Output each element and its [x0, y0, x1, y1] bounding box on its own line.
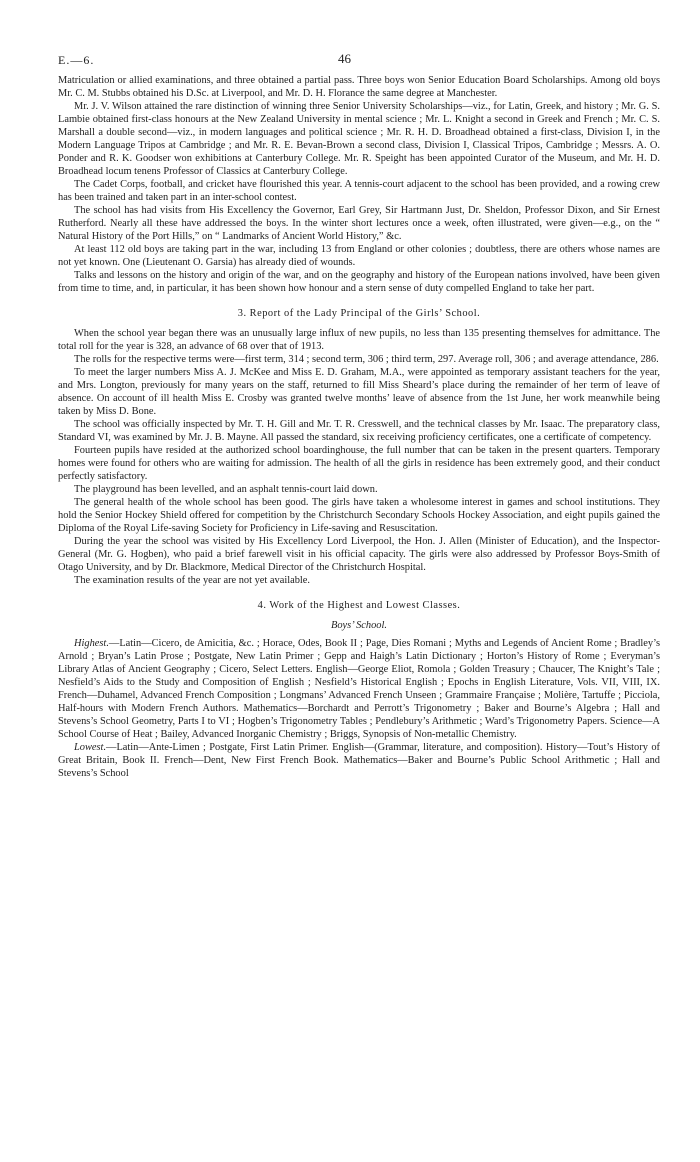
paragraph: The Cadet Corps, football, and cricket have flourished this year. A tennis-court adjacent to the school has been provided, and a rowing crew has been trained and taken part in an inter-school contest.	[58, 179, 660, 203]
page-header	[58, 52, 660, 74]
paragraph: Talks and lessons on the history and origin of the war, and on the geography and history of the European nations involved, have been given from time to time, and, in particular, it has been shown how honour and a stern sense of duty compelled England to take her part.	[58, 270, 660, 294]
paragraph: During the year the school was visited by His Excellency Lord Liverpool, the Hon. J. Allen (Minister of Education), and the Inspector-General (Mr. G. Hogben), who paid a brief farewell visit in his official capacity. The girls were also addressed by Professor Boys-Smith of Otago University, and by Dr. Blackmore, Medical Director of the Christchurch Hospital.	[58, 536, 660, 573]
section-heading-girls-school-report: 3. Report of the Lady Principal of the Girls’ School.	[237, 308, 481, 319]
paragraph: The school has had visits from His Excellency the Governor, Earl Grey, Sir Hartmann Just, Dr. Sheldon, Professor Dixon, and Sir Ernest Rutherford. Nearly all these have addressed the boys. In the winter short lectures once a week, often illustrated, were given—e.g., on the “ Natural History of the Port Hills,” on “ Landmarks of Ancient World History,” &c.	[58, 205, 660, 242]
document-reference: E.—6.	[58, 53, 95, 67]
subheading-boys-school: Boys’ School.	[331, 620, 387, 631]
paragraph: Fourteen pupils have resided at the authorized school boardinghouse, the full number that can be taken in the present quarters. Temporary homes were found for others who are waiting for admission. The health of all the girls in residence has been extremely good, and their conduct perfectly satisfactory.	[58, 445, 660, 482]
lowest-label: Lowest.	[74, 742, 107, 753]
paragraph-lowest-class	[58, 741, 660, 780]
highest-label: Highest.	[74, 638, 109, 649]
page-number: 46	[338, 51, 351, 66]
paragraph: The playground has been levelled, and an asphalt tennis-court laid down.	[74, 484, 378, 495]
paragraph: The rolls for the respective terms were—first term, 314 ; second term, 306 ; third term, 297. Average roll, 306 ; and average attendance, 286.	[74, 354, 659, 365]
paragraph: The general health of the whole school has been good. The girls have taken a wholesome interest in games and school institutions. They hold the Senior Hockey Shield offered for competition by the Christchurch Secondary Schools Hockey Association, and eight pupils gained the Diploma of the Royal Life-saving Society for Proficiency in Life-saving and Resuscitation.	[58, 497, 660, 534]
paragraph: At least 112 old boys are taking part in the war, including 13 from England or other colonies ; doubtless, there are others whose names are not yet known. One (Lieutenant O. Garsia) has already died of wounds.	[58, 244, 660, 268]
paragraph: The school was officially inspected by Mr. T. H. Gill and Mr. T. R. Cresswell, and the technical classes by Mr. Isaac. The preparatory class, Standard VI, was examined by Mr. J. B. Mayne. All passed the standard, six receiving proficiency certificates, one a certificate of competency.	[58, 419, 660, 443]
document-page	[58, 52, 660, 780]
paragraph: To meet the larger numbers Miss A. J. McKee and Miss E. D. Graham, M.A., were appointed as temporary assistant teachers for the year, and Mrs. Longton, previously for many years on the staff, returned to fill Miss Sheard’s place during the remainder of her term of leave of absence. On account of ill health Miss E. Crosby was granted twelve months’ leave of absence from the 1st June, her work meanwhile being taken by Miss D. Bone.	[58, 367, 660, 417]
paragraph-highest-class	[58, 637, 660, 741]
paragraph: When the school year began there was an unusually large influx of new pupils, no less than 135 presenting themselves for admittance. The total roll for the year is 328, an advance of 68 over that of 1913.	[58, 328, 660, 352]
paragraph: Mr. J. V. Wilson attained the rare distinction of winning three Senior University Scholarships—viz., for Latin, Greek, and history ; Mr. G. S. Lambie obtained first-class honours at the New Zealand University in mental science ; Mr. L. Knight a second in Greek and French ; Mr. C. S. Marshall a double second—viz., in modern languages and political science ; Mr. R. H. D. Broadhead obtained a first-class, Division I, in the Modern Language Tripos at Cambridge ; and Mr. R. E. Bevan-Brown a second class, Division I, Classical Tripos, Cambridge ; Messrs. A. O. Ponder and R. K. Goodser won exhibitions at Canterbury College. Mr. R. Speight has been appointed Curator of the Museum, and Mr. H. D. Broadhead locum tenens Professor of Classics at Canterbury College.	[58, 101, 660, 177]
paragraph: The examination results of the year are not yet available.	[74, 575, 311, 586]
section-heading-class-work: 4. Work of the Highest and Lowest Classes.	[257, 600, 461, 611]
highest-text: —Latin—Cicero, de Amicitia, &c. ; Horace, Odes, Book II ; Page, Dies Romani ; Myths and Legends of Ancient Rome ; Bradley’s Arnold ; Bryan’s Latin Prose ; Postgate, New Latin Primer ; Gepp and Haigh’s Latin Dictionary ; Horton’s History of Rome ; Everyman’s Library Atlas of Ancient Geography ; Cicero, Select Letters. English—George Eliot, Romola ; Golden Treasury ; Chaucer, The Knight’s Tale ; Nesfield’s Aids to the Study and Composition of English ; Nesfield’s Historical English ; Epochs in English Literature, Vols. VII, VIII, IX. French—Duhamel, Advanced French Composition ; Longmans’ Advanced French Unseen ; Grammaire Française ; Molière, Tartuffe ; Picciola, Half-hours with Modern French Authors. Mathematics—Borchardt and Perrott’s Trigonometry ; Baker and Bourne’s Algebra ; Hall and Stevens’s School Geometry, Parts I to VI ; Hogben’s Trigonometry Tables ; Pendlebury’s Arithmetic ; Ward’s Trigonometry Papers. Science—A School Course of Heat ; Bailey, Advanced Inorganic Chemistry ; Briggs, Synopsis of Non-metallic Chemistry.	[58, 638, 660, 740]
lowest-text: —Latin—Ante-Limen ; Postgate, First Latin Primer. English—(Grammar, literature, and composition). History—Tout’s History of Great Britain, Book II. French—Dent, New First French Book. Mathematics—Baker and Bourne’s Public School Arithmetic ; Hall and Stevens’s School	[58, 742, 660, 779]
paragraph: Matriculation or allied examinations, and three obtained a partial pass. Three boys won Senior Education Board Scholarships. Among old boys Mr. C. M. Stubbs obtained his D.Sc. at Liverpool, and Mr. D. H. Florance the same degree at Manchester.	[58, 75, 660, 99]
